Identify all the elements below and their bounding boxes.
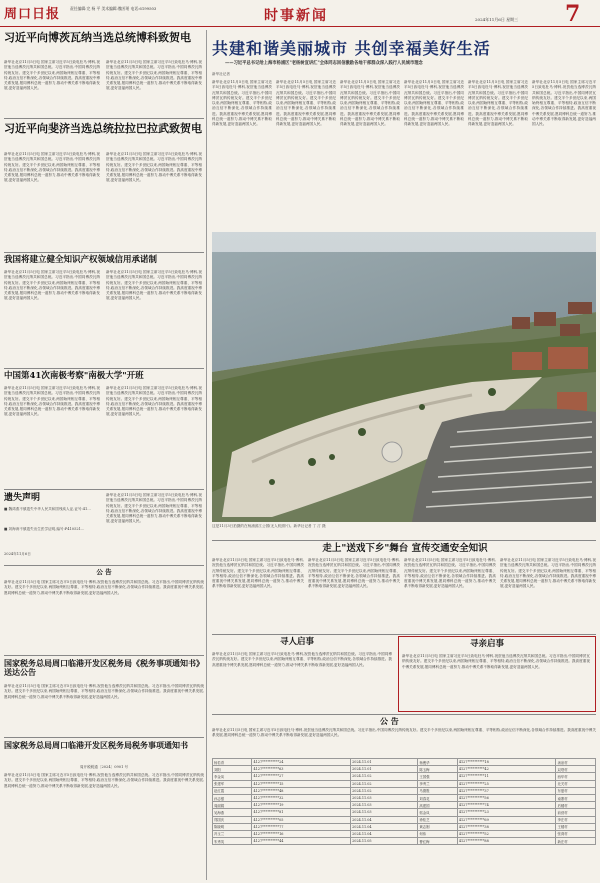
table-row — [213, 838, 596, 845]
table-cell: 刘春花 — [418, 794, 457, 801]
table-cell: 4127**********52 — [457, 830, 556, 837]
table-cell: 张湾村 — [556, 830, 596, 837]
divider — [212, 540, 596, 541]
masthead-info: 责任编辑:完 杨 平 美术编辑:魏芳瑶 电话:6199503 — [70, 6, 157, 11]
table-cell: 2024.11.05 — [351, 838, 418, 845]
table-cell: 南寨村 — [556, 794, 596, 801]
table-cell: 高建国 — [418, 802, 457, 809]
missing-person-title: 寻人启事 — [280, 637, 315, 647]
lost-notice-title: 遗失声明 — [4, 493, 41, 503]
table-cell: 后楼村 — [556, 802, 596, 809]
table-cell: 郑国庆 — [213, 816, 252, 823]
table-cell: 4127**********74 — [457, 802, 556, 809]
main-text-col4: 新华社北京11月5日电 国家主席习近平5日致电杜马·博科,祝贺他当选博茨瓦纳共和国总统。习近平指出,中国同博茨瓦纳传统友好。建交半个多世纪以来,两国始终相互尊重、平等相待,政治互信不断深化,各领域合作持续推进。我高度重视中博关系发展,愿同博科总统一道努力,推动中博关系不断取得新发展,更好造福两国人民。 — [404, 80, 464, 127]
table-cell: 陈晓明 — [213, 823, 252, 830]
table-cell: 孙志强 — [213, 794, 252, 801]
divider — [4, 489, 204, 490]
edition-title: 时事新闻 — [264, 8, 328, 24]
table-cell: 新庄村 — [556, 838, 596, 845]
table-cell: 4127**********16 — [252, 830, 351, 837]
article-botswana-col1: 新华社北京11月5日电 国家主席习近平5日致电杜马·博科,祝贺他当选博茨瓦纳共和国总统。习近平指出,中国同博茨瓦纳传统友好。建交半个多世纪以来,两国始终相互尊重、平等相待,政治互信不断深化,各领域合作持续推进。我高度重视中博关系发展,愿同博科总统一道努力,推动中博关系不断取得新发展,更好造福两国人民。 — [4, 60, 100, 91]
table-cell: 杨若青 — [213, 759, 252, 766]
table-row — [213, 816, 596, 823]
notice-title: 公 告 — [96, 568, 112, 576]
table-cell: 4127**********23 — [457, 809, 556, 816]
traffic-text-col4: 新华社北京11月5日电 国家主席习近平5日致电杜马·博科,祝贺他当选博茨瓦纳共和国总统。习近平指出,中国同博茨瓦纳传统友好。建交半个多世纪以来,两国始终相互尊重、平等相待,政治互信不断深化,各领域合作持续推进。我高度重视中博关系发展,愿同博科总统一道努力,推动中博关系不断取得新发展,更好造福两国人民。 — [500, 558, 596, 589]
divider — [212, 714, 596, 715]
lost-notice-cont: 新华社北京11月5日电 国家主席习近平5日致电杜马·博科,祝贺他当选博茨瓦纳共和国总统。习近平指出,中国同博茨瓦纳传统友好。建交半个多世纪以来,两国始终相互尊重、平等相待,政治互信不断深化,各领域合作持续推进。我高度重视中博关系发展,愿同博科总统一道努力,推动中博关系不断取得新发展,更好造福两国人民。 — [106, 493, 202, 524]
table-cell: 4127**********15 — [252, 780, 351, 787]
article-antarctic-col1: 新华社北京11月5日电 国家主席习近平5日致电杜马·博科,祝贺他当选博茨瓦纳共和国总统。习近平指出,中国同博茨瓦纳传统友好。建交半个多世纪以来,两国始终相互尊重、平等相待,政治互信不断深化,各领域合作持续推进。我高度重视中博关系发展,愿同博科总统一道努力,推动中博关系不断取得新发展,更好造福两国人民。 — [4, 386, 100, 417]
newspaper-logo: 周口日报 — [4, 7, 61, 22]
table-cell: 马德胜 — [418, 787, 457, 794]
table-cell: 李秀兰 — [418, 780, 457, 787]
table-row — [213, 787, 596, 794]
article-ip-col2: 新华社北京11月5日电 国家主席习近平5日致电杜马·博科,祝贺他当选博茨瓦纳共和国总统。习近平指出,中国同博茨瓦纳传统友好。建交半个多世纪以来,两国始终相互尊重、平等相待,政治互信不断深化,各领域合作持续推进。我高度重视中博关系发展,愿同博科总统一道努力,推动中博关系不断取得新发展,更好造福两国人民。 — [106, 270, 202, 301]
table-row — [213, 823, 596, 830]
table-cell: 4127**********56 — [457, 794, 556, 801]
column-rule — [206, 30, 207, 880]
headline-traffic-safety: 走上"送戏下乡"舞台 宣传交通安全知识 — [322, 543, 488, 554]
table-cell: 双塔村 — [556, 766, 596, 773]
table-cell: 刘阳 — [213, 766, 252, 773]
table-cell: 朱秀英 — [213, 838, 252, 845]
table-cell: 李庄村 — [556, 816, 596, 823]
table-cell: 4127**********44 — [252, 838, 351, 845]
aerial-park-image — [212, 232, 596, 522]
table-cell: 李金凤 — [213, 773, 252, 780]
table-cell: 张建军 — [213, 780, 252, 787]
relative-search-title: 寻亲启事 — [470, 639, 505, 649]
headline-fiji: 习近平向斐济当选总统拉拉巴拉武致贺电 — [4, 122, 202, 135]
main-text-col6: 新华社北京11月5日电 国家主席习近平5日致电杜马·博科,祝贺他当选博茨瓦纳共和国总统。习近平指出,中国同博茨瓦纳传统友好。建交半个多世纪以来,两国始终相互尊重、平等相待,政治互信不断深化,各领域合作持续推进。我高度重视中博关系发展,愿同博科总统一道努力,推动中博关系不断取得新发展,更好造福两国人民。 — [532, 80, 596, 127]
missing-person-body: 新华社北京11月5日电 国家主席习近平5日致电杜马·博科,祝贺他当选博茨瓦纳共和国总统。习近平指出,中国同博茨瓦纳传统友好。建交半个多世纪以来,两国始终相互尊重、平等相待,政治互信不断深化,各领域合作持续推进。我高度重视中博关系发展,愿同博科总统一道努力,推动中博关系不断取得新发展,更好造福两国人民。 — [212, 652, 392, 667]
table-cell: 陈玉梅 — [418, 766, 457, 773]
table-cell: 前营村 — [556, 809, 596, 816]
table-cell: 王楼村 — [556, 823, 596, 830]
traffic-text-col2: 新华社北京11月5日电 国家主席习近平5日致电杜马·博科,祝贺他当选博茨瓦纳共和国总统。习近平指出,中国同博茨瓦纳传统友好。建交半个多世纪以来,两国始终相互尊重、平等相待,政治互信不断深化,各领域合作持续推进。我高度重视中博关系发展,愿同博科总统一道努力,推动中博关系不断取得新发展,更好造福两国人民。 — [308, 558, 400, 589]
table-row — [213, 802, 596, 809]
table-cell: 2024.11.03 — [351, 794, 418, 801]
riverside-park-photo — [212, 232, 596, 522]
table-cell: 4127**********77 — [252, 823, 351, 830]
table-cell: 4127**********88 — [457, 838, 556, 845]
tax-notice-headline-2: 国家税务总局周口临港开发区税务局税务事项通知书 — [4, 740, 188, 750]
table-cell: 2024.11.03 — [351, 802, 418, 809]
table-cell: 2024.11.02 — [351, 787, 418, 794]
main-text-col3: 新华社北京11月5日电 国家主席习近平5日致电杜马·博科,祝贺他当选博茨瓦纳共和国总统。习近平指出,中国同博茨瓦纳传统友好。建交半个多世纪以来,两国始终相互尊重、平等相待,政治互信不断深化,各领域合作持续推进。我高度重视中博关系发展,愿同博科总统一道努力,推动中博关系不断取得新发展,更好造福两国人民。 — [340, 80, 400, 127]
main-headline: 共建和谐美丽城市 共创幸福美好生活 — [212, 39, 491, 58]
table-cell: 4127**********05 — [252, 816, 351, 823]
table-cell: 4127**********11 — [457, 773, 556, 780]
tax-notice-body-2: 新华社北京11月5日电 国家主席习近平5日致电杜马·博科,祝贺他当选博茨瓦纳共和国总统。习近平指出,中国同博茨瓦纳传统友好。建交半个多世纪以来,两国始终相互尊重、平等相待,政治互信不断深化,各领域合作持续推进。我高度重视中博关系发展,愿同博科总统一道努力,推动中博关系不断取得新发展,更好造福两国人民。 — [4, 773, 204, 788]
photo-caption: 这是11月3日拍摄的在杨浦滨江公园(无人机照片)。新华社记者 丁 汀 摄 — [212, 524, 326, 528]
table-cell: 吴海燕 — [213, 809, 252, 816]
table-cell: 4127**********48 — [252, 787, 351, 794]
page-number: 7 — [565, 1, 581, 27]
lost-date: 2024年11月6日 — [4, 552, 31, 556]
table-cell: 东夏村 — [556, 787, 596, 794]
table-cell: 2024.11.01 — [351, 759, 418, 766]
lost-item-2: ■ 刘海涛不慎遗失出生医学证明,编号:P410521... — [4, 527, 85, 531]
table-row — [213, 780, 596, 787]
divider — [212, 634, 596, 635]
issue-date: 2024年11月6日 星期三 — [475, 17, 519, 22]
traffic-text-col3: 新华社北京11月5日电 国家主席习近平5日致电杜马·博科,祝贺他当选博茨瓦纳共和国总统。习近平指出,中国同博茨瓦纳传统友好。建交半个多世纪以来,两国始终相互尊重、平等相待,政治互信不断深化,各领域合作持续推进。我高度重视中博关系发展,愿同博科总统一道努力,推动中博关系不断取得新发展,更好造福两国人民。 — [404, 558, 496, 589]
table-row — [213, 830, 596, 837]
divider — [4, 655, 204, 656]
table-cell: 汤泉村 — [556, 759, 596, 766]
table-cell: 王国强 — [418, 773, 457, 780]
article-botswana-col2: 新华社北京11月5日电 国家主席习近平5日致电杜马·博科,祝贺他当选博茨瓦纳共和国总统。习近平指出,中国同博茨瓦纳传统友好。建交半个多世纪以来,两国始终相互尊重、平等相待,政治互信不断深化,各领域合作持续推进。我高度重视中博关系发展,愿同博科总统一道努力,推动中博关系不断取得新发展,更好造福两国人民。 — [106, 60, 202, 91]
table-cell: 4127**********27 — [252, 773, 351, 780]
main-byline: 新华社记者 — [212, 72, 230, 76]
table-cell: 北关村 — [556, 780, 596, 787]
main-text-col1: 新华社北京11月5日电 国家主席习近平5日致电杜马·博科,祝贺他当选博茨瓦纳共和国总统。习近平指出,中国同博茨瓦纳传统友好。建交半个多世纪以来,两国始终相互尊重、平等相待,政治互信不断深化,各领域合作持续推进。我高度重视中博关系发展,愿同博科总统一道努力,推动中博关系不断取得新发展,更好造福两国人民。 — [212, 80, 272, 127]
bottom-notice-title: 公 告 — [380, 716, 399, 726]
main-subhead: ——习近平总书记给上海市杨浦区"老杨树宣讲汇"全体同志回信激励各地干部群众深入践行人民城市理念 — [225, 61, 423, 66]
table-cell: 4127**********81 — [252, 809, 351, 816]
table-cell: 4127**********32 — [252, 794, 351, 801]
table-cell: 徐桂芝 — [418, 816, 457, 823]
article-ip-col1: 新华社北京11月5日电 国家主席习近平5日致电杜马·博科,祝贺他当选博茨瓦纳共和国总统。习近平指出,中国同博茨瓦纳传统友好。建交半个多世纪以来,两国始终相互尊重、平等相待,政治互信不断深化,各领域合作持续推进。我高度重视中博关系发展,愿同博科总统一道努力,推动中博关系不断取得新发展,更好造福两国人民。 — [4, 270, 100, 301]
table-cell: 2024.11.04 — [351, 816, 418, 823]
divider — [4, 565, 204, 566]
table-cell: 4127**********24 — [252, 759, 351, 766]
table-row — [213, 766, 596, 773]
table-cell: 4127**********42 — [457, 766, 556, 773]
table-cell: 2024.11.01 — [351, 766, 418, 773]
headline-botswana: 习近平向博茨瓦纳当选总统博科致贺电 — [4, 31, 191, 44]
table-cell: 西华村 — [556, 773, 596, 780]
tax-notice-headline-1: 国家税务总局周口临港开发区税务局《税务事项通知书》送达公告 — [4, 658, 204, 678]
table-cell: 何伟 — [418, 830, 457, 837]
table-row — [213, 759, 596, 766]
table-cell: 杨俊华 — [418, 759, 457, 766]
article-antarctic-col2: 新华社北京11月5日电 国家主席习近平5日致电杜马·博科,祝贺他当选博茨瓦纳共和国总统。习近平指出,中国同博茨瓦纳传统友好。建交半个多世纪以来,两国始终相互尊重、平等相待,政治互信不断深化,各领域合作持续推进。我高度重视中博关系发展,愿同博科总统一道努力,推动中博关系不断取得新发展,更好造福两国人民。 — [106, 386, 202, 417]
tax-notice-body-1: 新华社北京11月5日电 国家主席习近平5日致电杜马·博科,祝贺他当选博茨瓦纳共和国总统。习近平指出,中国同博茨瓦纳传统友好。建交半个多世纪以来,两国始终相互尊重、平等相待,政治互信不断深化,各领域合作持续推进。我高度重视中博关系发展,愿同博科总统一道努力,推动中博关系不断取得新发展,更好造福两国人民。 — [4, 684, 204, 699]
notice-table — [212, 758, 596, 845]
table-cell: 郭金凤 — [418, 809, 457, 816]
table-cell: 2024.11.04 — [351, 823, 418, 830]
lost-item-1: ■ 魏鸿燕不慎遗失中华人民共和国残疾人证,证号:41... — [4, 507, 91, 511]
tax-notice-number: 周开税税通〔2024〕0901 号 — [79, 765, 129, 769]
table-cell: 4127**********37 — [457, 787, 556, 794]
table-cell: 周丽娟 — [213, 802, 252, 809]
notice-body: 新华社北京11月5日电 国家主席习近平5日致电杜马·博科,祝贺他当选博茨瓦纳共和国总统。习近平指出,中国同博茨瓦纳传统友好。建交半个多世纪以来,两国始终相互尊重、平等相待,政治互信不断深化,各领域合作持续推进。我高度重视中博关系发展,愿同博科总统一道努力,推动中博关系不断取得新发展,更好造福两国人民。 — [4, 580, 204, 595]
divider — [4, 368, 204, 369]
article-fiji-col2: 新华社北京11月5日电 国家主席习近平5日致电杜马·博科,祝贺他当选博茨瓦纳共和国总统。习近平指出,中国同博茨瓦纳传统友好。建交半个多世纪以来,两国始终相互尊重、平等相待,政治互信不断深化,各领域合作持续推进。我高度重视中博关系发展,愿同博科总统一道努力,推动中博关系不断取得新发展,更好造福两国人民。 — [106, 152, 202, 183]
table-cell: 4127**********25 — [457, 780, 556, 787]
table-row — [213, 773, 596, 780]
table-cell: 黄志刚 — [418, 823, 457, 830]
relative-search-body: 新华社北京11月5日电 国家主席习近平5日致电杜马·博科,祝贺他当选博茨瓦纳共和国总统。习近平指出,中国同博茨瓦纳传统友好。建交半个多世纪以来,两国始终相互尊重、平等相待,政治互信不断深化,各领域合作持续推进。我高度重视中博关系发展,愿同博科总统一道努力,推动中博关系不断取得新发展,更好造福两国人民。 — [402, 654, 590, 669]
table-cell: 赵红霞 — [213, 787, 252, 794]
table-cell: 4127**********38 — [457, 823, 556, 830]
table-cell: 2024.11.03 — [351, 809, 418, 816]
table-cell: 曹红梅 — [418, 838, 457, 845]
table-cell: 4127**********69 — [457, 816, 556, 823]
table-row — [213, 809, 596, 816]
main-text-col5: 新华社北京11月5日电 国家主席习近平5日致电杜马·博科,祝贺他当选博茨瓦纳共和国总统。习近平指出,中国同博茨瓦纳传统友好。建交半个多世纪以来,两国始终相互尊重、平等相待,政治互信不断深化,各领域合作持续推进。我高度重视中博关系发展,愿同博科总统一道努力,推动中博关系不断取得新发展,更好造福两国人民。 — [468, 80, 528, 127]
traffic-text-col1: 新华社北京11月5日电 国家主席习近平5日致电杜马·博科,祝贺他当选博茨瓦纳共和国总统。习近平指出,中国同博茨瓦纳传统友好。建交半个多世纪以来,两国始终相互尊重、平等相待,政治互信不断深化,各领域合作持续推进。我高度重视中博关系发展,愿同博科总统一道努力,推动中博关系不断取得新发展,更好造福两国人民。 — [212, 558, 304, 589]
table-cell: 4127**********63 — [252, 766, 351, 773]
bottom-notice-body: 新华社北京11月5日电 国家主席习近平5日致电杜马·博科,祝贺他当选博茨瓦纳共和国总统。习近平指出,中国同博茨瓦纳传统友好。建交半个多世纪以来,两国始终相互尊重、平等相待,政治互信不断深化,各领域合作持续推进。我高度重视中博关系发展,愿同博科总统一道努力,推动中博关系不断取得新发展,更好造福两国人民。 — [212, 728, 596, 738]
table-cell: 4127**********18 — [457, 759, 556, 766]
table-cell: 2024.11.02 — [351, 773, 418, 780]
article-fiji-col1: 新华社北京11月5日电 国家主席习近平5日致电杜马·博科,祝贺他当选博茨瓦纳共和国总统。习近平指出,中国同博茨瓦纳传统友好。建交半个多世纪以来,两国始终相互尊重、平等相待,政治互信不断深化,各领域合作持续推进。我高度重视中博关系发展,愿同博科总统一道努力,推动中博关系不断取得新发展,更好造福两国人民。 — [4, 152, 100, 183]
headline-ip-credit: 我国将建立健全知识产权领域信用承诺制 — [4, 255, 158, 265]
table-cell: 2024.11.02 — [351, 780, 418, 787]
table-cell: 冯玉兰 — [213, 830, 252, 837]
divider — [4, 252, 204, 253]
divider — [4, 737, 204, 738]
headline-antarctic: 中国第41次南极考察"南极大学"开班 — [4, 371, 144, 381]
table-row — [213, 794, 596, 801]
table-cell: 4127**********19 — [252, 802, 351, 809]
table-cell: 2024.11.04 — [351, 830, 418, 837]
divider — [4, 118, 204, 119]
main-text-col2: 新华社北京11月5日电 国家主席习近平5日致电杜马·博科,祝贺他当选博茨瓦纳共和国总统。习近平指出,中国同博茨瓦纳传统友好。建交半个多世纪以来,两国始终相互尊重、平等相待,政治互信不断深化,各领域合作持续推进。我高度重视中博关系发展,愿同博科总统一道努力,推动中博关系不断取得新发展,更好造福两国人民。 — [276, 80, 336, 127]
